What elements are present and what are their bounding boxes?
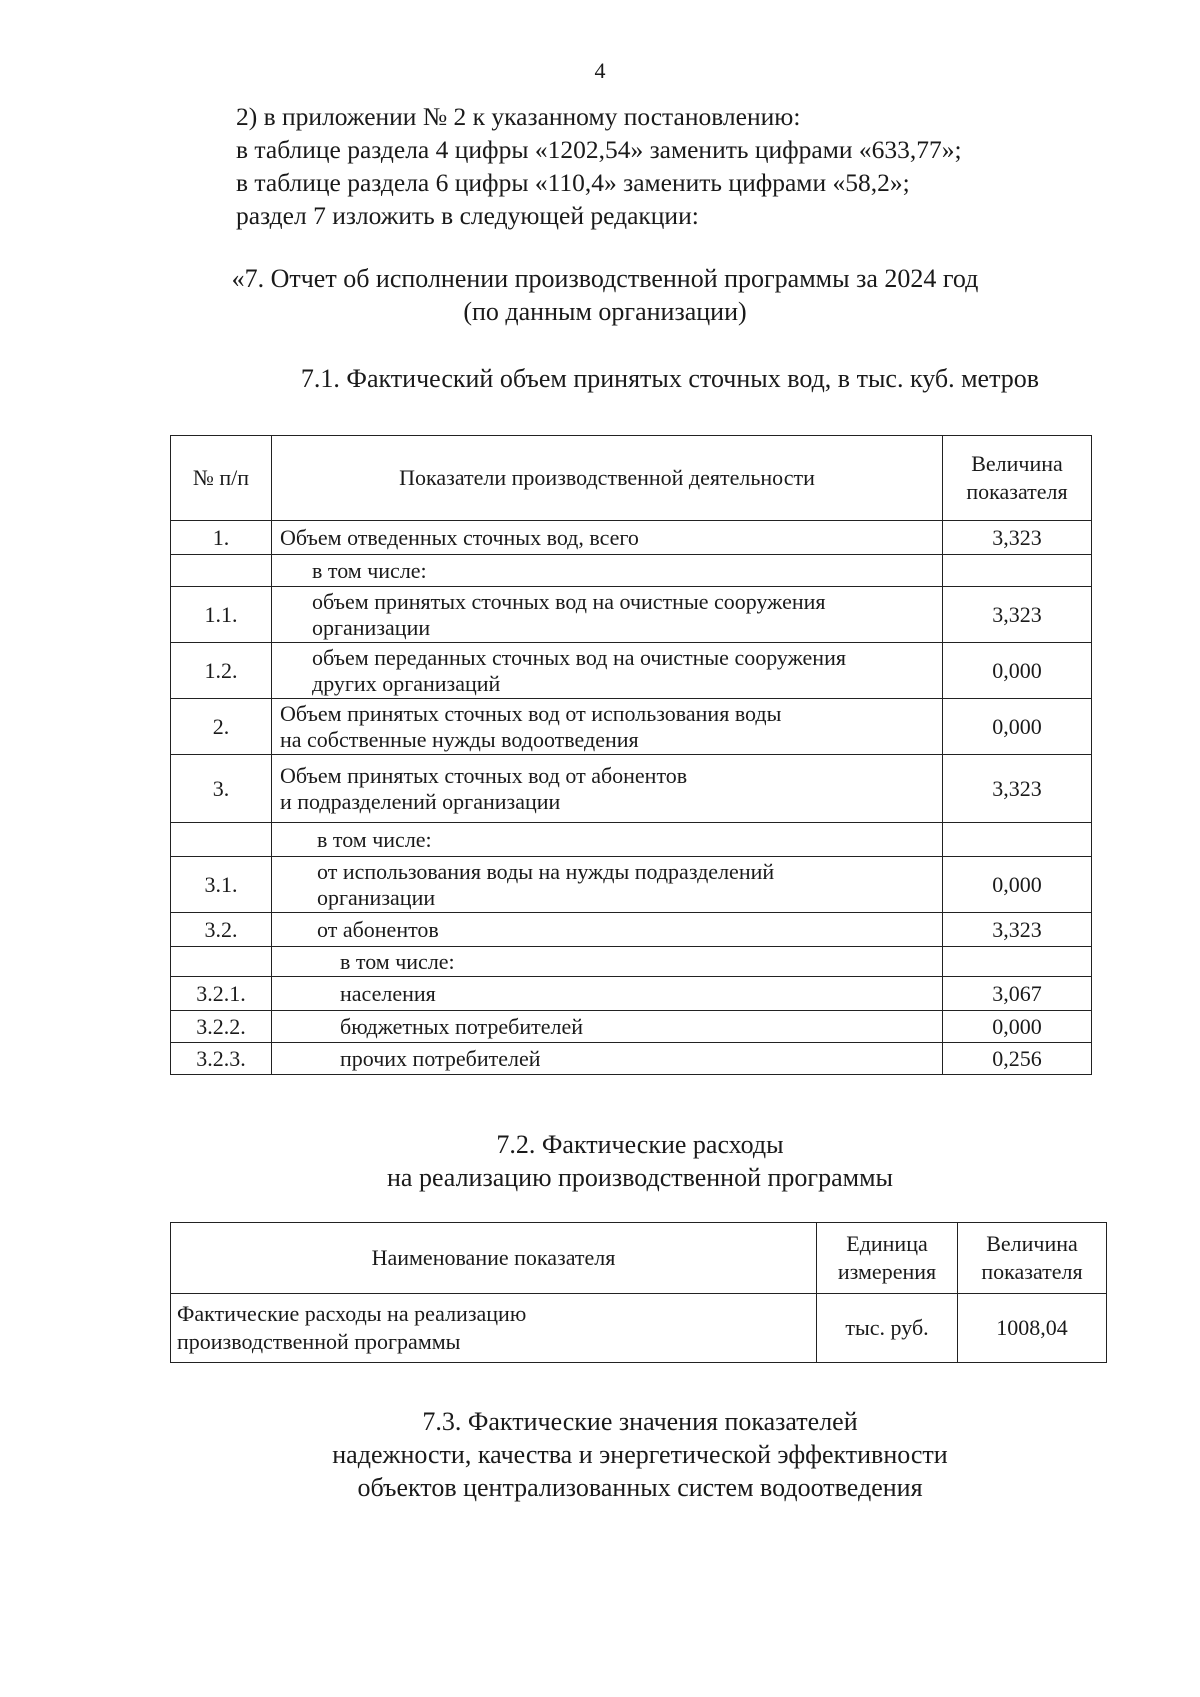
row-number-cell: 3.2. bbox=[171, 913, 272, 947]
indicator-name-cell: Объем отведенных сточных вод, всего bbox=[272, 521, 943, 555]
indicator-name-cell: бюджетных потребителей bbox=[272, 1011, 943, 1043]
section-7-title-line: «7. Отчет об исполнении производственной программы за 2024 год bbox=[231, 264, 979, 293]
indicator-value-cell: 0,256 bbox=[943, 1043, 1092, 1075]
intro-line: в таблице раздела 4 цифры «1202,54» заменить цифрами «633,77»; bbox=[236, 135, 962, 164]
table-row bbox=[171, 1043, 1092, 1075]
indicator-value-cell bbox=[943, 555, 1092, 587]
row-number-cell bbox=[171, 823, 272, 857]
indicator-value-cell: 0,000 bbox=[943, 699, 1092, 755]
section-7-3-title-line: 7.3. Фактические значения показателей bbox=[422, 1407, 858, 1436]
row-number-cell: 1.2. bbox=[171, 643, 272, 699]
indicator-value-cell: 3,067 bbox=[943, 977, 1092, 1011]
indicator-value-cell: 3,323 bbox=[943, 913, 1092, 947]
section-7-2-title bbox=[40, 1128, 1200, 1194]
section-7-2-title-line: 7.2. Фактические расходы bbox=[496, 1130, 784, 1159]
row-number-cell bbox=[171, 947, 272, 977]
section-7-3-title bbox=[40, 1405, 1200, 1504]
table-row bbox=[171, 755, 1092, 823]
indicator-value-cell: 3,323 bbox=[943, 587, 1092, 643]
indicator-name-cell: населения bbox=[272, 977, 943, 1011]
row-number-cell: 3.2.1. bbox=[171, 977, 272, 1011]
row-number-cell: 2. bbox=[171, 699, 272, 755]
table-row bbox=[171, 699, 1092, 755]
section-7-title bbox=[5, 262, 1200, 328]
table-row bbox=[171, 1011, 1092, 1043]
indicator-name-cell: в том числе: bbox=[272, 947, 943, 977]
table-row bbox=[171, 1294, 1107, 1363]
row-number-cell: 3.2.2. bbox=[171, 1011, 272, 1043]
col-header-value: Величина показателя bbox=[958, 1223, 1107, 1294]
indicator-value-cell: 0,000 bbox=[943, 857, 1092, 913]
section-7-2-title-line: на реализацию производственной программы bbox=[386, 1163, 893, 1192]
col-header-unit: Единица измерения bbox=[817, 1223, 958, 1294]
indicator-name-cell: в том числе: bbox=[272, 823, 943, 857]
intro-line: раздел 7 изложить в следующей редакции: bbox=[236, 201, 699, 230]
section-7-3-title-line: объектов централизованных систем водоотведения bbox=[357, 1473, 923, 1502]
col-header-num: № п/п bbox=[171, 436, 272, 521]
indicator-name-cell: Объем принятых сточных вод от абонентов и подразделений организации bbox=[272, 755, 943, 823]
row-number-cell: 3.2.3. bbox=[171, 1043, 272, 1075]
expenses-table bbox=[170, 1222, 1107, 1363]
row-number-cell: 3.1. bbox=[171, 857, 272, 913]
indicator-name-cell: прочих потребителей bbox=[272, 1043, 943, 1075]
table-row bbox=[171, 857, 1092, 913]
expense-value-cell: 1008,04 bbox=[958, 1294, 1107, 1363]
section-7-subtitle-line: (по данным организации) bbox=[463, 297, 747, 326]
row-number-cell: 3. bbox=[171, 755, 272, 823]
indicator-name-cell: от использования воды на нужды подразделений организации bbox=[272, 857, 943, 913]
indicator-value-cell: 3,323 bbox=[943, 521, 1092, 555]
expense-unit-cell: тыс. руб. bbox=[817, 1294, 958, 1363]
section-7-3-title-line: надежности, качества и энергетической эффективности bbox=[332, 1440, 948, 1469]
indicator-value-cell bbox=[943, 823, 1092, 857]
table-row bbox=[171, 643, 1092, 699]
indicator-value-cell bbox=[943, 947, 1092, 977]
expense-name-cell: Фактические расходы на реализацию производственной программы bbox=[171, 1294, 817, 1363]
col-header-value: Величина показателя bbox=[943, 436, 1092, 521]
indicator-name-cell: от абонентов bbox=[272, 913, 943, 947]
page-number: 4 bbox=[594, 58, 606, 83]
indicator-name-cell: в том числе: bbox=[272, 555, 943, 587]
indicator-value-cell: 0,000 bbox=[943, 1011, 1092, 1043]
table-row bbox=[171, 587, 1092, 643]
row-number-cell: 1. bbox=[171, 521, 272, 555]
col-header-name: Наименование показателя bbox=[171, 1223, 817, 1294]
wastewater-volume-table bbox=[170, 435, 1092, 1075]
col-header-name: Показатели производственной деятельности bbox=[272, 436, 943, 521]
indicator-name-cell: Объем принятых сточных вод от использования воды на собственные нужды водоотведения bbox=[272, 699, 943, 755]
table-row bbox=[171, 947, 1092, 977]
section-7-1-title: 7.1. Фактический объем принятых сточных вод, в тыс. куб. метров bbox=[300, 364, 1040, 393]
table-row bbox=[171, 913, 1092, 947]
intro-line: в таблице раздела 6 цифры «110,4» заменить цифрами «58,2»; bbox=[236, 168, 910, 197]
indicator-value-cell: 3,323 bbox=[943, 755, 1092, 823]
row-number-cell bbox=[171, 555, 272, 587]
row-number-cell: 1.1. bbox=[171, 587, 272, 643]
table-row bbox=[171, 521, 1092, 555]
intro-line: 2) в приложении № 2 к указанному постановлению: bbox=[236, 102, 801, 131]
table-row bbox=[171, 555, 1092, 587]
intro-paragraph bbox=[236, 100, 962, 232]
table-row bbox=[171, 823, 1092, 857]
table-row bbox=[171, 977, 1092, 1011]
indicator-value-cell: 0,000 bbox=[943, 643, 1092, 699]
indicator-name-cell: объем переданных сточных вод на очистные сооружения других организаций bbox=[272, 643, 943, 699]
indicator-name-cell: объем принятых сточных вод на очистные сооружения организации bbox=[272, 587, 943, 643]
